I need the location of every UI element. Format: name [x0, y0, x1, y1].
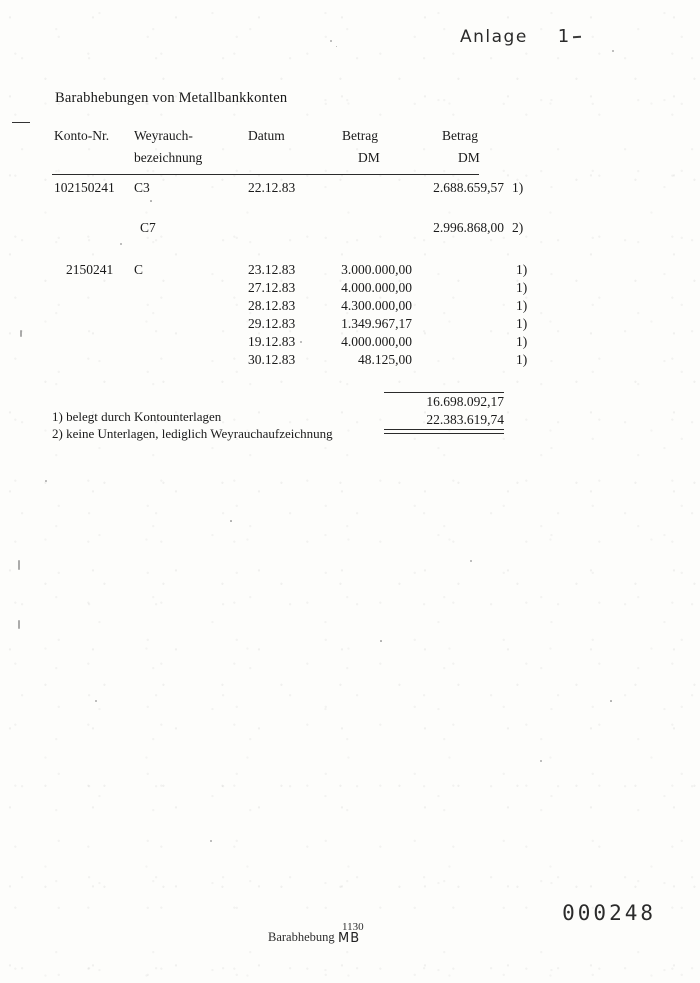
- paper-speck: [330, 40, 332, 42]
- cell-datum: 30.12.83: [248, 352, 296, 367]
- footer-superscript: 1130: [342, 921, 364, 933]
- bates-stamp-number: 000248: [562, 901, 656, 925]
- cell-footnote-ref: 1): [516, 334, 528, 349]
- cell-footnote-ref: 1): [516, 352, 528, 367]
- paper-speck: [380, 640, 382, 642]
- page-title: Barabhebungen von Metallbankkonten: [55, 90, 288, 106]
- cell-bezeichnung: C: [134, 262, 144, 277]
- cell-bezeichnung: C3: [134, 180, 150, 195]
- cell-footnote-ref: 1): [516, 316, 528, 331]
- footer-text: Barabhebung: [268, 930, 335, 944]
- cell-footnote-ref: 1): [516, 298, 528, 313]
- subtotal-value: 16.698.092,17: [426, 394, 504, 409]
- paper-speck: [95, 700, 97, 702]
- anlage-number: 1: [557, 26, 571, 47]
- page-footer: [268, 921, 364, 946]
- paper-speck: [540, 760, 542, 762]
- column-header-dm-1: DM: [358, 150, 380, 165]
- paper-speck: [45, 480, 47, 482]
- cell-datum: 28.12.83: [248, 298, 296, 313]
- cell-footnote-ref: 1): [512, 180, 524, 195]
- cell-footnote-ref: 1): [516, 262, 528, 277]
- footer-overlay-mark: MB: [338, 931, 361, 946]
- column-header-bezeichnung-1: Weyrauch-: [134, 128, 193, 143]
- cell-datum: 29.12.83: [248, 316, 296, 331]
- paper-speck: [18, 560, 20, 570]
- cell-datum: 23.12.83: [248, 262, 296, 277]
- column-header-dm-2: DM: [458, 150, 480, 165]
- margin-dash-mark: [12, 122, 30, 123]
- cell-betrag-1: 4.000.000,00: [341, 334, 412, 349]
- column-header-bezeichnung-2: bezeichnung: [134, 150, 203, 165]
- paper-speck: [470, 560, 472, 562]
- paper-speck: [210, 840, 212, 842]
- column-header-konto: Konto-Nr.: [54, 128, 110, 143]
- anlage-annotation: [460, 26, 581, 47]
- paper-speck: [612, 50, 614, 52]
- paper-speck: [336, 46, 337, 47]
- table-totals: [392, 392, 504, 434]
- cell-konto: 2150241: [66, 262, 114, 277]
- cell-footnote-ref: 1): [516, 280, 528, 295]
- table-header: [52, 128, 507, 174]
- column-header-betrag-1: Betrag: [342, 128, 378, 143]
- cell-datum: 27.12.83: [248, 280, 296, 295]
- paper-speck: [18, 620, 20, 629]
- paper-speck: [20, 330, 22, 337]
- cell-datum: 19.12.83: [248, 334, 296, 349]
- anlage-label: Anlage: [460, 27, 528, 47]
- cell-footnote-ref: 2): [512, 220, 524, 235]
- cell-betrag-1: 4.300.000,00: [341, 298, 412, 313]
- cell-betrag-1: 3.000.000,00: [341, 262, 412, 277]
- total-double-rule: [384, 429, 504, 434]
- cell-konto: 102150241: [54, 180, 115, 195]
- column-header-betrag-2: Betrag: [442, 128, 478, 143]
- footnote-1: 1) belegt durch Kontounterlagen: [52, 409, 222, 424]
- footnotes: [52, 408, 333, 442]
- cell-betrag-1: 48.125,00: [358, 352, 412, 367]
- cell-betrag-2: 2.688.659,57: [433, 180, 504, 195]
- paper-speck: [610, 700, 612, 702]
- cell-datum: 22.12.83: [248, 180, 296, 195]
- footnote-2: 2) keine Unterlagen, lediglich Weyrauchaufzeichnung: [52, 426, 333, 441]
- cell-betrag-1: 4.000.000,00: [341, 280, 412, 295]
- paper-speck: [230, 520, 232, 522]
- total-value: 22.383.619,74: [426, 412, 504, 427]
- cell-bezeichnung: C7: [140, 220, 156, 235]
- column-header-datum: Datum: [248, 128, 285, 143]
- cell-betrag-2: 2.996.868,00: [433, 220, 504, 235]
- anlage-tick-mark: [573, 36, 581, 39]
- cell-betrag-1: 1.349.967,17: [341, 316, 412, 331]
